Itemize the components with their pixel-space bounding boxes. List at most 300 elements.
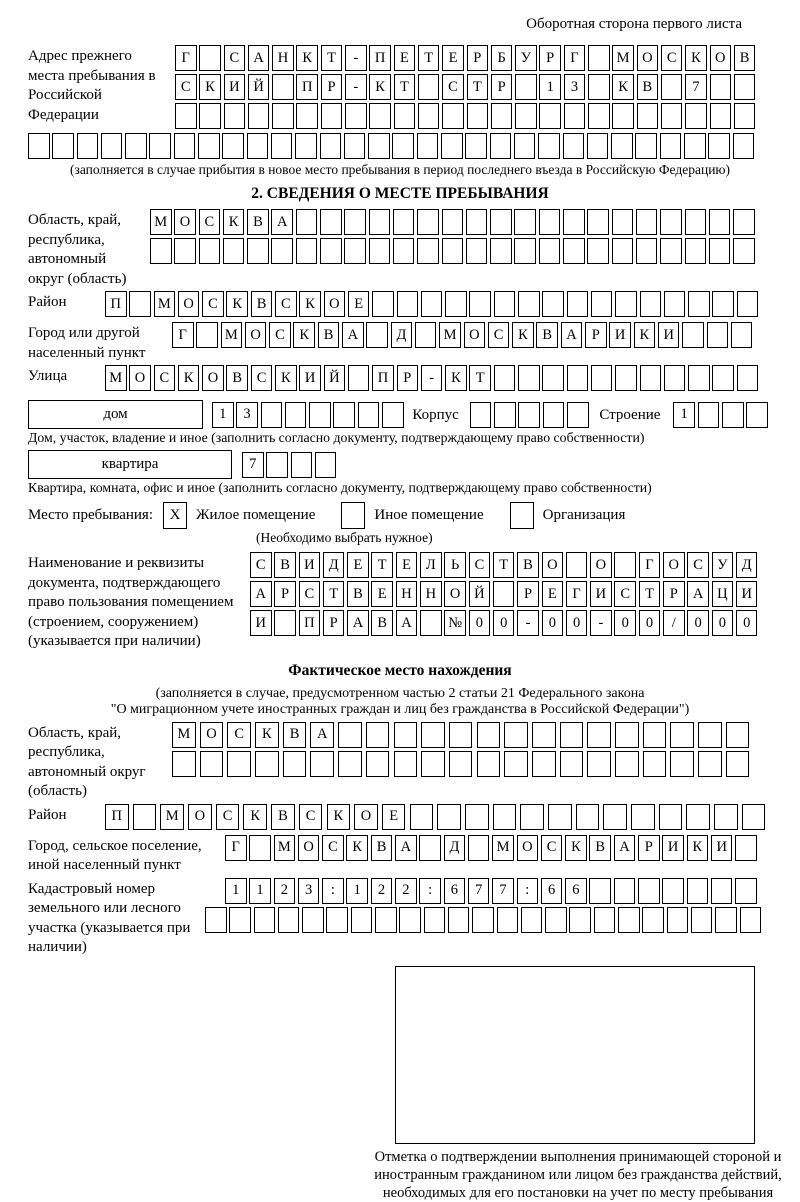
char-cell bbox=[150, 238, 172, 264]
region-row-2[interactable] bbox=[150, 238, 757, 264]
char-cell bbox=[631, 804, 655, 830]
char-cell: Г bbox=[225, 835, 247, 861]
char-cell bbox=[691, 907, 713, 933]
district-row[interactable] bbox=[105, 291, 761, 317]
char-cell bbox=[515, 103, 537, 129]
char-cell bbox=[415, 322, 437, 348]
char-cell bbox=[417, 238, 439, 264]
char-cell bbox=[421, 291, 443, 317]
char-cell: О bbox=[298, 835, 320, 861]
char-cell bbox=[588, 74, 610, 100]
char-cell bbox=[369, 103, 391, 129]
char-cell bbox=[560, 722, 584, 748]
char-cell: Н bbox=[420, 581, 442, 607]
char-cell bbox=[539, 103, 561, 129]
char-cell: О bbox=[178, 291, 200, 317]
char-cell bbox=[591, 365, 613, 391]
char-cell bbox=[285, 402, 307, 428]
char-cell bbox=[542, 365, 564, 391]
char-cell bbox=[538, 133, 560, 159]
char-cell bbox=[659, 804, 683, 830]
char-cell bbox=[248, 103, 270, 129]
char-cell bbox=[366, 722, 390, 748]
city-row[interactable] bbox=[172, 322, 755, 348]
char-cell: В bbox=[517, 552, 539, 578]
actual-region-row-2[interactable] bbox=[172, 751, 753, 777]
char-cell bbox=[271, 133, 293, 159]
char-cell: - bbox=[345, 45, 367, 71]
char-cell: : bbox=[322, 878, 344, 904]
char-cell bbox=[514, 133, 536, 159]
char-cell: Е bbox=[542, 581, 564, 607]
char-cell: Г bbox=[566, 581, 588, 607]
char-cell bbox=[470, 402, 492, 428]
char-cell bbox=[587, 209, 609, 235]
char-cell bbox=[548, 804, 572, 830]
char-cell: О bbox=[637, 45, 659, 71]
char-cell bbox=[326, 907, 348, 933]
char-cell bbox=[514, 238, 536, 264]
char-cell bbox=[698, 402, 720, 428]
char-cell bbox=[709, 238, 731, 264]
char-cell: 0 bbox=[639, 610, 661, 636]
char-cell bbox=[344, 209, 366, 235]
char-cell bbox=[518, 291, 540, 317]
char-cell: К bbox=[634, 322, 656, 348]
char-cell: 0 bbox=[712, 610, 734, 636]
char-cell bbox=[514, 209, 536, 235]
char-cell: Л bbox=[420, 552, 442, 578]
char-cell: П bbox=[105, 804, 129, 830]
char-cell: : bbox=[419, 878, 441, 904]
char-cell bbox=[172, 751, 196, 777]
char-cell bbox=[393, 238, 415, 264]
char-cell bbox=[618, 907, 640, 933]
char-cell: Д bbox=[736, 552, 758, 578]
stay-type-label: Место пребывания: bbox=[28, 507, 153, 523]
house-type-box[interactable]: дом bbox=[28, 400, 203, 429]
char-cell: И bbox=[658, 322, 680, 348]
char-cell: О bbox=[245, 322, 267, 348]
char-cell: Е bbox=[396, 552, 418, 578]
char-cell bbox=[199, 45, 221, 71]
char-cell bbox=[637, 103, 659, 129]
street-row[interactable] bbox=[105, 365, 761, 391]
char-cell: Г bbox=[172, 322, 194, 348]
char-cell bbox=[662, 878, 684, 904]
char-cell: В bbox=[589, 835, 611, 861]
section2-title: 2. СВЕДЕНИЯ О МЕСТЕ ПРЕБЫВАНИЯ bbox=[251, 185, 549, 202]
char-cell: Т bbox=[639, 581, 661, 607]
char-cell: Е bbox=[442, 45, 464, 71]
char-cell: 0 bbox=[542, 610, 564, 636]
apartment-caption: Квартира, комната, офис и иное (заполнить согласно документу, подтверждающему право собственности) bbox=[28, 480, 652, 495]
char-cell: П bbox=[299, 610, 321, 636]
char-cell bbox=[351, 907, 373, 933]
char-cell bbox=[247, 133, 269, 159]
char-cell bbox=[612, 103, 634, 129]
char-cell: К bbox=[445, 365, 467, 391]
char-cell: О bbox=[517, 835, 539, 861]
char-cell: О bbox=[542, 552, 564, 578]
char-cell bbox=[670, 722, 694, 748]
char-cell bbox=[698, 751, 722, 777]
char-cell bbox=[518, 402, 540, 428]
char-cell bbox=[469, 291, 491, 317]
char-cell: В bbox=[637, 74, 659, 100]
char-cell: О bbox=[464, 322, 486, 348]
char-cell: К bbox=[565, 835, 587, 861]
char-cell bbox=[369, 238, 391, 264]
char-cell: Р bbox=[274, 581, 296, 607]
stay-type-other-label: Иное помещение bbox=[374, 507, 484, 523]
char-cell: О bbox=[200, 722, 224, 748]
char-cell bbox=[664, 365, 686, 391]
char-cell bbox=[661, 103, 683, 129]
char-cell bbox=[442, 238, 464, 264]
korpus-row[interactable] bbox=[470, 402, 591, 428]
char-cell bbox=[687, 878, 709, 904]
char-cell bbox=[344, 238, 366, 264]
char-cell bbox=[472, 907, 494, 933]
char-cell: С bbox=[299, 581, 321, 607]
prev-address-row-1[interactable] bbox=[175, 45, 758, 71]
cadastral-row-2[interactable] bbox=[205, 907, 764, 933]
apartment-type-box[interactable]: квартира bbox=[28, 450, 232, 479]
char-cell bbox=[563, 209, 585, 235]
prev-address-row-4[interactable] bbox=[28, 133, 800, 159]
char-cell bbox=[424, 907, 446, 933]
char-cell: Т bbox=[469, 365, 491, 391]
char-cell bbox=[345, 103, 367, 129]
char-cell: Р bbox=[539, 45, 561, 71]
char-cell: С bbox=[154, 365, 176, 391]
char-cell: 6 bbox=[444, 878, 466, 904]
char-cell: Д bbox=[323, 552, 345, 578]
prev-address-row-3[interactable] bbox=[175, 103, 758, 129]
char-cell bbox=[615, 751, 639, 777]
char-cell bbox=[707, 322, 729, 348]
char-cell bbox=[643, 722, 667, 748]
char-cell bbox=[660, 238, 682, 264]
char-cell bbox=[726, 751, 750, 777]
char-cell bbox=[490, 209, 512, 235]
char-cell: К bbox=[275, 365, 297, 391]
char-cell bbox=[543, 402, 565, 428]
char-cell: - bbox=[421, 365, 443, 391]
char-cell: С bbox=[469, 552, 491, 578]
prev-address-label: Адрес прежнего места пребывания в Российской Федерации bbox=[28, 48, 156, 123]
char-cell: К bbox=[346, 835, 368, 861]
char-cell bbox=[310, 751, 334, 777]
char-cell bbox=[129, 291, 151, 317]
stay-type-other-checkbox[interactable] bbox=[341, 502, 365, 529]
char-cell bbox=[715, 907, 737, 933]
char-cell: Т bbox=[467, 74, 489, 100]
char-cell: 7 bbox=[685, 74, 707, 100]
char-cell: Е bbox=[347, 552, 369, 578]
char-cell: О bbox=[444, 581, 466, 607]
char-cell: / bbox=[663, 610, 685, 636]
char-cell bbox=[640, 291, 662, 317]
char-cell: Г bbox=[175, 45, 197, 71]
prev-address-row-2[interactable] bbox=[175, 74, 758, 100]
char-cell: Н bbox=[272, 45, 294, 71]
cadastral-row-1[interactable] bbox=[225, 878, 764, 904]
char-cell: Г bbox=[639, 552, 661, 578]
char-cell bbox=[664, 291, 686, 317]
char-cell: К bbox=[296, 45, 318, 71]
char-cell bbox=[660, 133, 682, 159]
char-cell: Т bbox=[418, 45, 440, 71]
char-cell: В bbox=[734, 45, 756, 71]
char-cell bbox=[465, 133, 487, 159]
char-cell: Е bbox=[348, 291, 370, 317]
char-cell bbox=[588, 45, 610, 71]
cadastral-label: Кадастровый номер земельного или лесного участка (указывается при наличии) bbox=[28, 880, 191, 955]
char-cell: М bbox=[439, 322, 461, 348]
street-label: Улица bbox=[28, 368, 68, 384]
char-cell: 1 bbox=[539, 74, 561, 100]
actual-location-caption-2: "О миграционном учете иностранных граждан и лиц без гражданства в Российской Федерации") bbox=[110, 701, 690, 717]
char-cell: С bbox=[275, 291, 297, 317]
char-cell bbox=[490, 238, 512, 264]
char-cell bbox=[133, 804, 157, 830]
char-cell bbox=[296, 238, 318, 264]
char-cell: У bbox=[515, 45, 537, 71]
char-cell: В bbox=[271, 804, 295, 830]
stay-type-residential-checkbox[interactable]: X bbox=[163, 502, 187, 529]
char-cell: С bbox=[687, 552, 709, 578]
char-cell bbox=[333, 402, 355, 428]
region-label: Область, край, республика, автономный округ (область) bbox=[28, 212, 127, 287]
char-cell bbox=[521, 907, 543, 933]
char-cell: В bbox=[347, 581, 369, 607]
char-cell bbox=[589, 878, 611, 904]
char-cell: А bbox=[687, 581, 709, 607]
char-cell bbox=[309, 402, 331, 428]
char-cell: 0 bbox=[493, 610, 515, 636]
char-cell bbox=[733, 133, 755, 159]
char-cell: К bbox=[327, 804, 351, 830]
char-cell: Р bbox=[323, 610, 345, 636]
char-cell bbox=[393, 209, 415, 235]
char-cell: К bbox=[687, 835, 709, 861]
char-cell bbox=[576, 804, 600, 830]
char-cell: - bbox=[590, 610, 612, 636]
char-cell bbox=[296, 103, 318, 129]
char-cell bbox=[504, 751, 528, 777]
char-cell: С bbox=[442, 74, 464, 100]
char-cell: 0 bbox=[469, 610, 491, 636]
char-cell bbox=[518, 365, 540, 391]
char-cell bbox=[198, 133, 220, 159]
document-row-3[interactable] bbox=[250, 610, 760, 636]
char-cell bbox=[594, 907, 616, 933]
char-cell: К bbox=[243, 804, 267, 830]
char-cell bbox=[740, 907, 762, 933]
char-cell bbox=[545, 907, 567, 933]
char-cell bbox=[28, 133, 50, 159]
char-cell: У bbox=[712, 552, 734, 578]
apartment-number-row[interactable] bbox=[242, 452, 339, 478]
char-cell: В bbox=[371, 610, 393, 636]
char-cell bbox=[709, 209, 731, 235]
page-header-note: Оборотная сторона первого листа bbox=[526, 16, 742, 32]
char-cell bbox=[272, 103, 294, 129]
char-cell bbox=[254, 907, 276, 933]
char-cell: К bbox=[199, 74, 221, 100]
char-cell: 7 bbox=[492, 878, 514, 904]
stay-type-note: (Необходимо выбрать нужное) bbox=[256, 530, 433, 545]
char-cell: Б bbox=[491, 45, 513, 71]
char-cell bbox=[295, 133, 317, 159]
actual-district-row[interactable] bbox=[105, 804, 770, 830]
char-cell bbox=[532, 722, 556, 748]
char-cell: Т bbox=[323, 581, 345, 607]
char-cell bbox=[685, 238, 707, 264]
char-cell: М bbox=[492, 835, 514, 861]
char-cell: Д bbox=[444, 835, 466, 861]
char-cell bbox=[731, 322, 753, 348]
char-cell bbox=[493, 804, 517, 830]
char-cell: 7 bbox=[242, 452, 264, 478]
stroenie-row[interactable] bbox=[673, 402, 770, 428]
char-cell bbox=[442, 103, 464, 129]
char-cell: К bbox=[612, 74, 634, 100]
char-cell: М bbox=[274, 835, 296, 861]
char-cell bbox=[477, 751, 501, 777]
char-cell: И bbox=[299, 552, 321, 578]
char-cell bbox=[419, 835, 441, 861]
char-cell: К bbox=[255, 722, 279, 748]
char-cell bbox=[338, 751, 362, 777]
char-cell bbox=[688, 365, 710, 391]
char-cell bbox=[291, 452, 313, 478]
char-cell: Й bbox=[469, 581, 491, 607]
document-row-1[interactable] bbox=[250, 552, 760, 578]
char-cell bbox=[174, 133, 196, 159]
char-cell bbox=[636, 209, 658, 235]
char-cell: 6 bbox=[565, 878, 587, 904]
char-cell bbox=[224, 103, 246, 129]
char-cell bbox=[643, 751, 667, 777]
char-cell bbox=[532, 751, 556, 777]
char-cell bbox=[494, 365, 516, 391]
city-label: Город или другой населенный пункт bbox=[28, 325, 146, 361]
document-row-2[interactable] bbox=[250, 581, 760, 607]
char-cell bbox=[688, 291, 710, 317]
char-cell bbox=[227, 751, 251, 777]
char-cell: 2 bbox=[395, 878, 417, 904]
char-cell: В bbox=[283, 722, 307, 748]
char-cell: С bbox=[661, 45, 683, 71]
char-cell bbox=[442, 209, 464, 235]
char-cell: Р bbox=[397, 365, 419, 391]
char-cell bbox=[564, 103, 586, 129]
char-cell bbox=[420, 610, 442, 636]
char-cell bbox=[746, 402, 768, 428]
char-cell bbox=[726, 722, 750, 748]
char-cell bbox=[278, 907, 300, 933]
char-cell bbox=[734, 103, 756, 129]
char-cell bbox=[686, 804, 710, 830]
char-cell: Р bbox=[467, 45, 489, 71]
char-cell bbox=[742, 804, 766, 830]
char-cell: Р bbox=[491, 74, 513, 100]
char-cell: О bbox=[663, 552, 685, 578]
char-cell bbox=[615, 291, 637, 317]
char-cell bbox=[399, 907, 421, 933]
char-cell bbox=[205, 907, 227, 933]
char-cell bbox=[449, 751, 473, 777]
char-cell: М bbox=[105, 365, 127, 391]
char-cell bbox=[271, 238, 293, 264]
char-cell: С bbox=[322, 835, 344, 861]
char-cell: О bbox=[710, 45, 732, 71]
char-cell bbox=[566, 552, 588, 578]
char-cell bbox=[493, 581, 515, 607]
house-caption: Дом, участок, владение и иное (заполнить согласно документу, подтверждающему право собственности) bbox=[28, 430, 645, 445]
char-cell: 3 bbox=[236, 402, 258, 428]
stamp-caption: Отметка о подтверждении выполнения принимающей стороной и иностранным гражданином или лицом без гражданства действий, необходимых для его постановки на учет по месту пребывания bbox=[374, 1148, 782, 1201]
char-cell: 6 bbox=[541, 878, 563, 904]
char-cell bbox=[445, 291, 467, 317]
char-cell: В bbox=[536, 322, 558, 348]
char-cell bbox=[661, 74, 683, 100]
char-cell bbox=[320, 238, 342, 264]
char-cell: С bbox=[251, 365, 273, 391]
char-cell bbox=[394, 722, 418, 748]
char-cell bbox=[737, 291, 759, 317]
actual-district-label: Район bbox=[28, 806, 67, 823]
char-cell bbox=[567, 291, 589, 317]
char-cell bbox=[417, 209, 439, 235]
actual-region-row-1[interactable] bbox=[172, 722, 753, 748]
char-cell: И bbox=[662, 835, 684, 861]
char-cell bbox=[468, 835, 490, 861]
char-cell bbox=[437, 804, 461, 830]
char-cell bbox=[587, 238, 609, 264]
char-cell: А bbox=[347, 610, 369, 636]
char-cell: С bbox=[216, 804, 240, 830]
char-cell: К bbox=[178, 365, 200, 391]
region-row-1[interactable] bbox=[150, 209, 757, 235]
char-cell bbox=[497, 907, 519, 933]
char-cell: С bbox=[269, 322, 291, 348]
char-cell bbox=[466, 238, 488, 264]
char-cell: Г bbox=[564, 45, 586, 71]
char-cell: О bbox=[174, 209, 196, 235]
char-cell bbox=[418, 74, 440, 100]
char-cell: А bbox=[342, 322, 364, 348]
char-cell bbox=[255, 751, 279, 777]
char-cell bbox=[296, 209, 318, 235]
char-cell: 2 bbox=[371, 878, 393, 904]
char-cell bbox=[714, 804, 738, 830]
char-cell: О bbox=[324, 291, 346, 317]
char-cell bbox=[710, 103, 732, 129]
char-cell bbox=[199, 103, 221, 129]
char-cell: К bbox=[223, 209, 245, 235]
char-cell bbox=[125, 133, 147, 159]
house-number-row[interactable] bbox=[212, 402, 406, 428]
char-cell bbox=[348, 365, 370, 391]
char-cell: О bbox=[590, 552, 612, 578]
char-cell bbox=[642, 907, 664, 933]
stay-type-organization-checkbox[interactable] bbox=[510, 502, 534, 529]
actual-city-row[interactable] bbox=[225, 835, 760, 861]
